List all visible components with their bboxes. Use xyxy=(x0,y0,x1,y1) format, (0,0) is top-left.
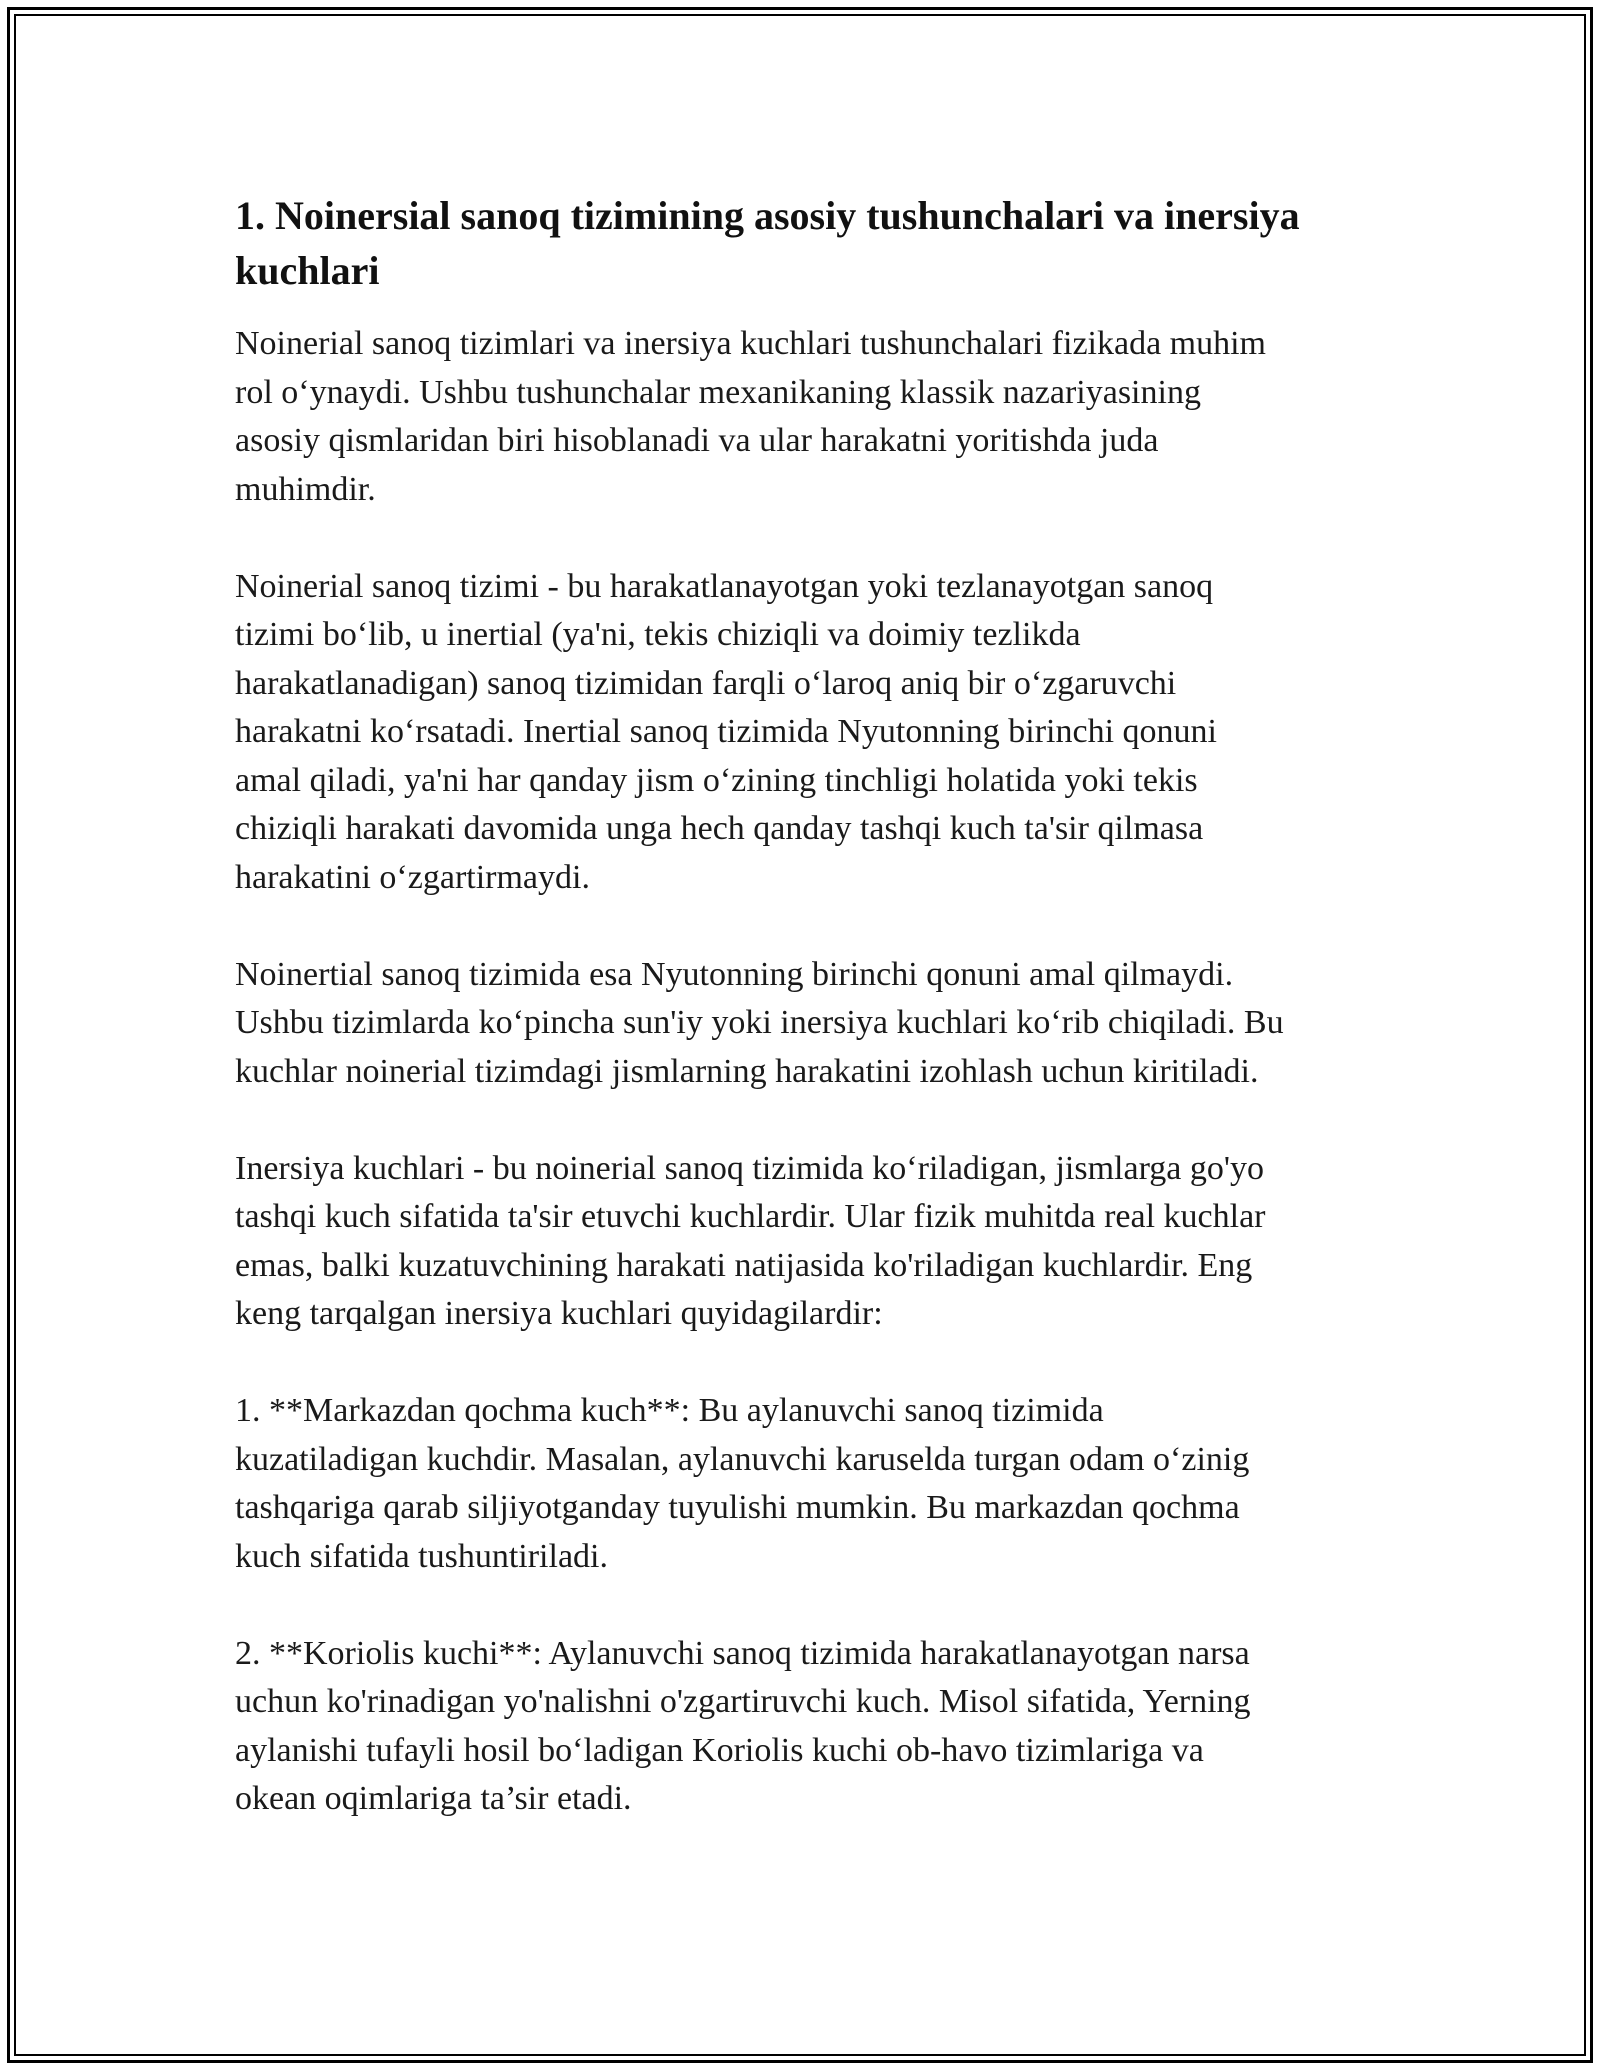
paragraph-intro xyxy=(235,320,1375,514)
paragraph-inertial-forces xyxy=(235,1145,1375,1339)
heading-line: kuchlari xyxy=(235,248,380,293)
text-line: 1. **Markazdan qochma kuch**: Bu aylanuvchi sanoq tizimida xyxy=(235,1392,1104,1429)
text-line: kuch sifatida tushuntiriladi. xyxy=(235,1537,608,1575)
text-line: uchun ko'rinadigan yo'nalishni o'zgartiruvchi kuch. Misol sifatida, Yerning xyxy=(235,1683,1251,1720)
text-line: chiziqli harakati davomida unga hech qanday tashqi kuch ta'sir qilmasa xyxy=(235,810,1204,847)
section-heading xyxy=(235,188,1375,298)
text-line: Noinerial sanoq tizimi - bu harakatlanayotgan yoki tezlanayotgan sanoq xyxy=(235,567,1214,605)
text-line: muhimdir. xyxy=(235,470,376,508)
text-line: aylanishi tufayli hosil bo‘ladigan Koriolis kuchi ob-havo tizimlariga va xyxy=(235,1731,1204,1769)
text-line: keng tarqalgan inersiya kuchlari quyidagilardir: xyxy=(235,1295,883,1332)
text-line: emas, balki kuzatuvchining harakati natijasida ko'riladigan kuchlardir. Eng xyxy=(235,1246,1253,1284)
heading-line: 1. Noinersial sanoq tizimining asosiy tushunchalari va inersiya xyxy=(235,193,1300,238)
text-line: harakatni ko‘rsatadi. Inertial sanoq tizimida Nyutonning birinchi qonuni xyxy=(235,713,1217,750)
text-line: amal qiladi, ya'ni har qanday jism o‘zining tinchligi holatida yoki tekis xyxy=(235,761,1198,799)
text-line: Ushbu tizimlarda ko‘pincha sun'iy yoki inersiya kuchlari ko‘rib chiqiladi. Bu xyxy=(235,1004,1284,1041)
text-line: kuzatiladigan kuchdir. Masalan, aylanuvchi karuselda turgan odam o‘zinig xyxy=(235,1440,1250,1478)
text-line: tashqariga qarab siljiyotganday tuyulishi mumkin. Bu markazdan qochma xyxy=(235,1489,1240,1526)
paragraph-newton-law xyxy=(235,951,1375,1097)
text-line: asosiy qismlaridan biri hisoblanadi va ular harakatni yoritishda juda xyxy=(235,422,1159,459)
text-line: tizimi bo‘lib, u inertial (ya'ni, tekis chiziqli va doimiy tezlikda xyxy=(235,616,1081,653)
list-item-centrifugal xyxy=(235,1387,1375,1581)
text-line: Noinerial sanoq tizimlari va inersiya kuchlari tushunchalari fizikada muhim xyxy=(235,325,1267,362)
text-line: 2. **Koriolis kuchi**: Aylanuvchi sanoq tizimida harakatlanayotgan narsa xyxy=(235,1634,1250,1672)
text-line: rol o‘ynaydi. Ushbu tushunchalar mexanikaning klassik nazariyasining xyxy=(235,373,1201,411)
text-line: harakatlanadigan) sanoq tizimidan farqli o‘laroq aniq bir o‘zgaruvchi xyxy=(235,664,1177,702)
text-line: tashqi kuch sifatida ta'sir etuvchi kuchlardir. Ular fizik muhitda real kuchlar xyxy=(235,1198,1266,1235)
text-line: okean oqimlariga ta’sir etadi. xyxy=(235,1780,632,1817)
paragraph-noninertial-definition xyxy=(235,563,1375,903)
text-line: harakatini o‘zgartirmaydi. xyxy=(235,858,590,896)
text-line: Noinertial sanoq tizimida esa Nyutonning birinchi qonuni amal qilmaydi. xyxy=(235,955,1234,993)
text-line: Inersiya kuchlari - bu noinerial sanoq tizimida ko‘riladigan, jismlarga go'yo xyxy=(235,1149,1264,1187)
list-item-coriolis xyxy=(235,1630,1375,1824)
text-line: kuchlar noinerial tizimdagi jismlarning harakatini izohlash uchun kiritiladi. xyxy=(235,1052,1259,1090)
document-body xyxy=(235,188,1375,1872)
